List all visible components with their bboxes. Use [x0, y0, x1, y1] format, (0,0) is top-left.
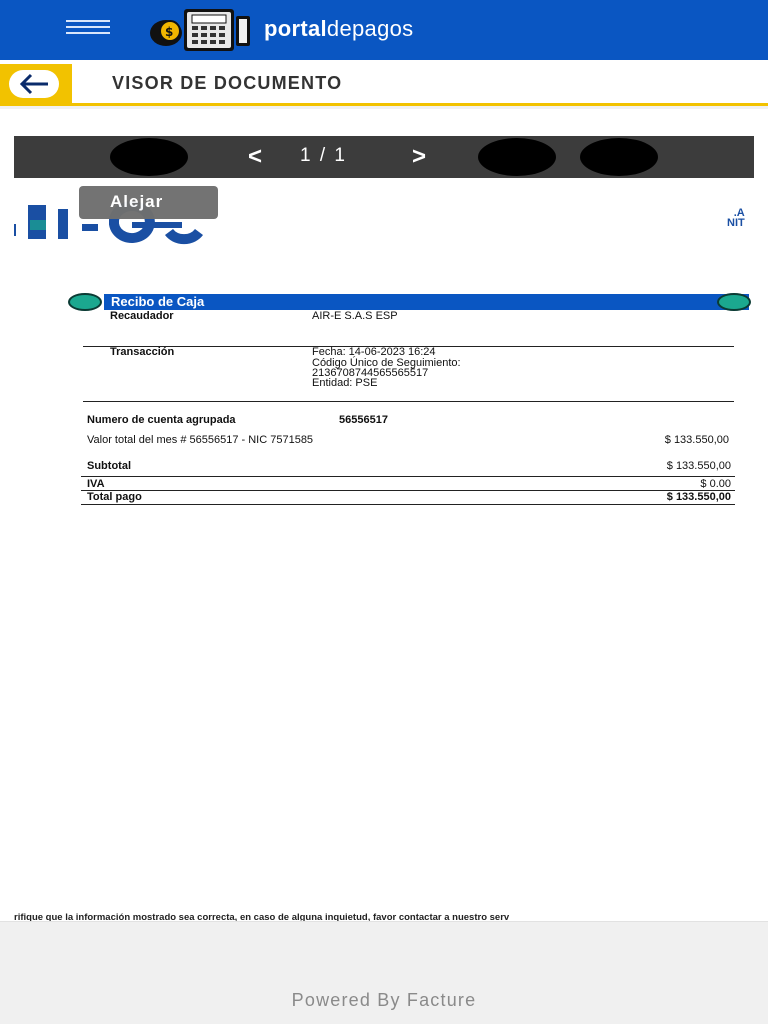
- page-indicator: 1 / 1: [300, 145, 347, 166]
- brand-bold: portal: [264, 16, 327, 41]
- right-marker-icon: [717, 293, 751, 311]
- total-value: $ 133.550,00: [666, 491, 731, 503]
- footer: [0, 921, 768, 1024]
- page-title: VISOR DE DOCUMENTO: [112, 73, 343, 93]
- fecha-value: Fecha: 14-06-2023 16:24: [312, 346, 436, 358]
- previous-page-button[interactable]: <: [248, 143, 263, 170]
- nit-label: .A NIT: [727, 207, 745, 229]
- redacted-button[interactable]: [478, 138, 556, 176]
- recaudador-value: AIR-E S.A.S ESP: [312, 310, 398, 322]
- valor-label: Valor total del mes # 56556517 - NIC 7571585: [87, 434, 314, 446]
- viewer-toolbar: [14, 136, 754, 178]
- redacted-button[interactable]: [110, 138, 188, 176]
- brand-name: [264, 16, 413, 42]
- title-bar: [0, 60, 768, 106]
- zoom-out-button[interactable]: Alejar: [79, 186, 218, 219]
- back-button-container: [0, 64, 72, 104]
- codigo-value: 2136708744565565517: [312, 367, 429, 379]
- disclaimer-text: rifique que la información mostrado sea correcta, en caso de alguna inquietud, favor contactar a nuestro serv: [14, 912, 510, 921]
- cuenta-value: 56556517: [339, 414, 388, 426]
- iva-value: $ 0.00: [700, 478, 731, 490]
- app-bar: [0, 0, 768, 60]
- divider: [83, 401, 734, 402]
- menu-icon[interactable]: [66, 20, 110, 38]
- divider: [81, 476, 735, 477]
- next-page-button[interactable]: >: [412, 143, 427, 170]
- recaudador-label: Recaudador: [110, 310, 174, 322]
- document-page[interactable]: [14, 178, 754, 921]
- receipt-title: Recibo de Caja: [104, 294, 749, 310]
- cuenta-label: Numero de cuenta agrupada: [87, 414, 236, 426]
- arrow-left-icon: [9, 70, 59, 98]
- back-button[interactable]: [9, 70, 59, 98]
- entidad-value: Entidad: PSE: [312, 377, 378, 389]
- powered-by-text: Powered By Facture: [291, 990, 477, 1010]
- codigo-label: Código Único de Seguimiento:: [312, 357, 461, 369]
- left-marker-icon: [68, 293, 102, 311]
- redacted-button[interactable]: [580, 138, 658, 176]
- divider: [81, 504, 735, 505]
- calculator-logo-icon: [140, 6, 258, 54]
- document-viewer: [0, 109, 768, 921]
- iva-label: IVA: [87, 478, 105, 490]
- total-label: Total pago: [87, 491, 142, 503]
- subtotal-label: Subtotal: [87, 460, 131, 472]
- transaccion-label: Transacción: [110, 346, 175, 358]
- brand-light: depagos: [326, 16, 414, 41]
- valor-value: $ 133.550,00: [664, 434, 729, 446]
- svg-text:$: $: [165, 25, 174, 39]
- subtotal-value: $ 133.550,00: [666, 460, 731, 472]
